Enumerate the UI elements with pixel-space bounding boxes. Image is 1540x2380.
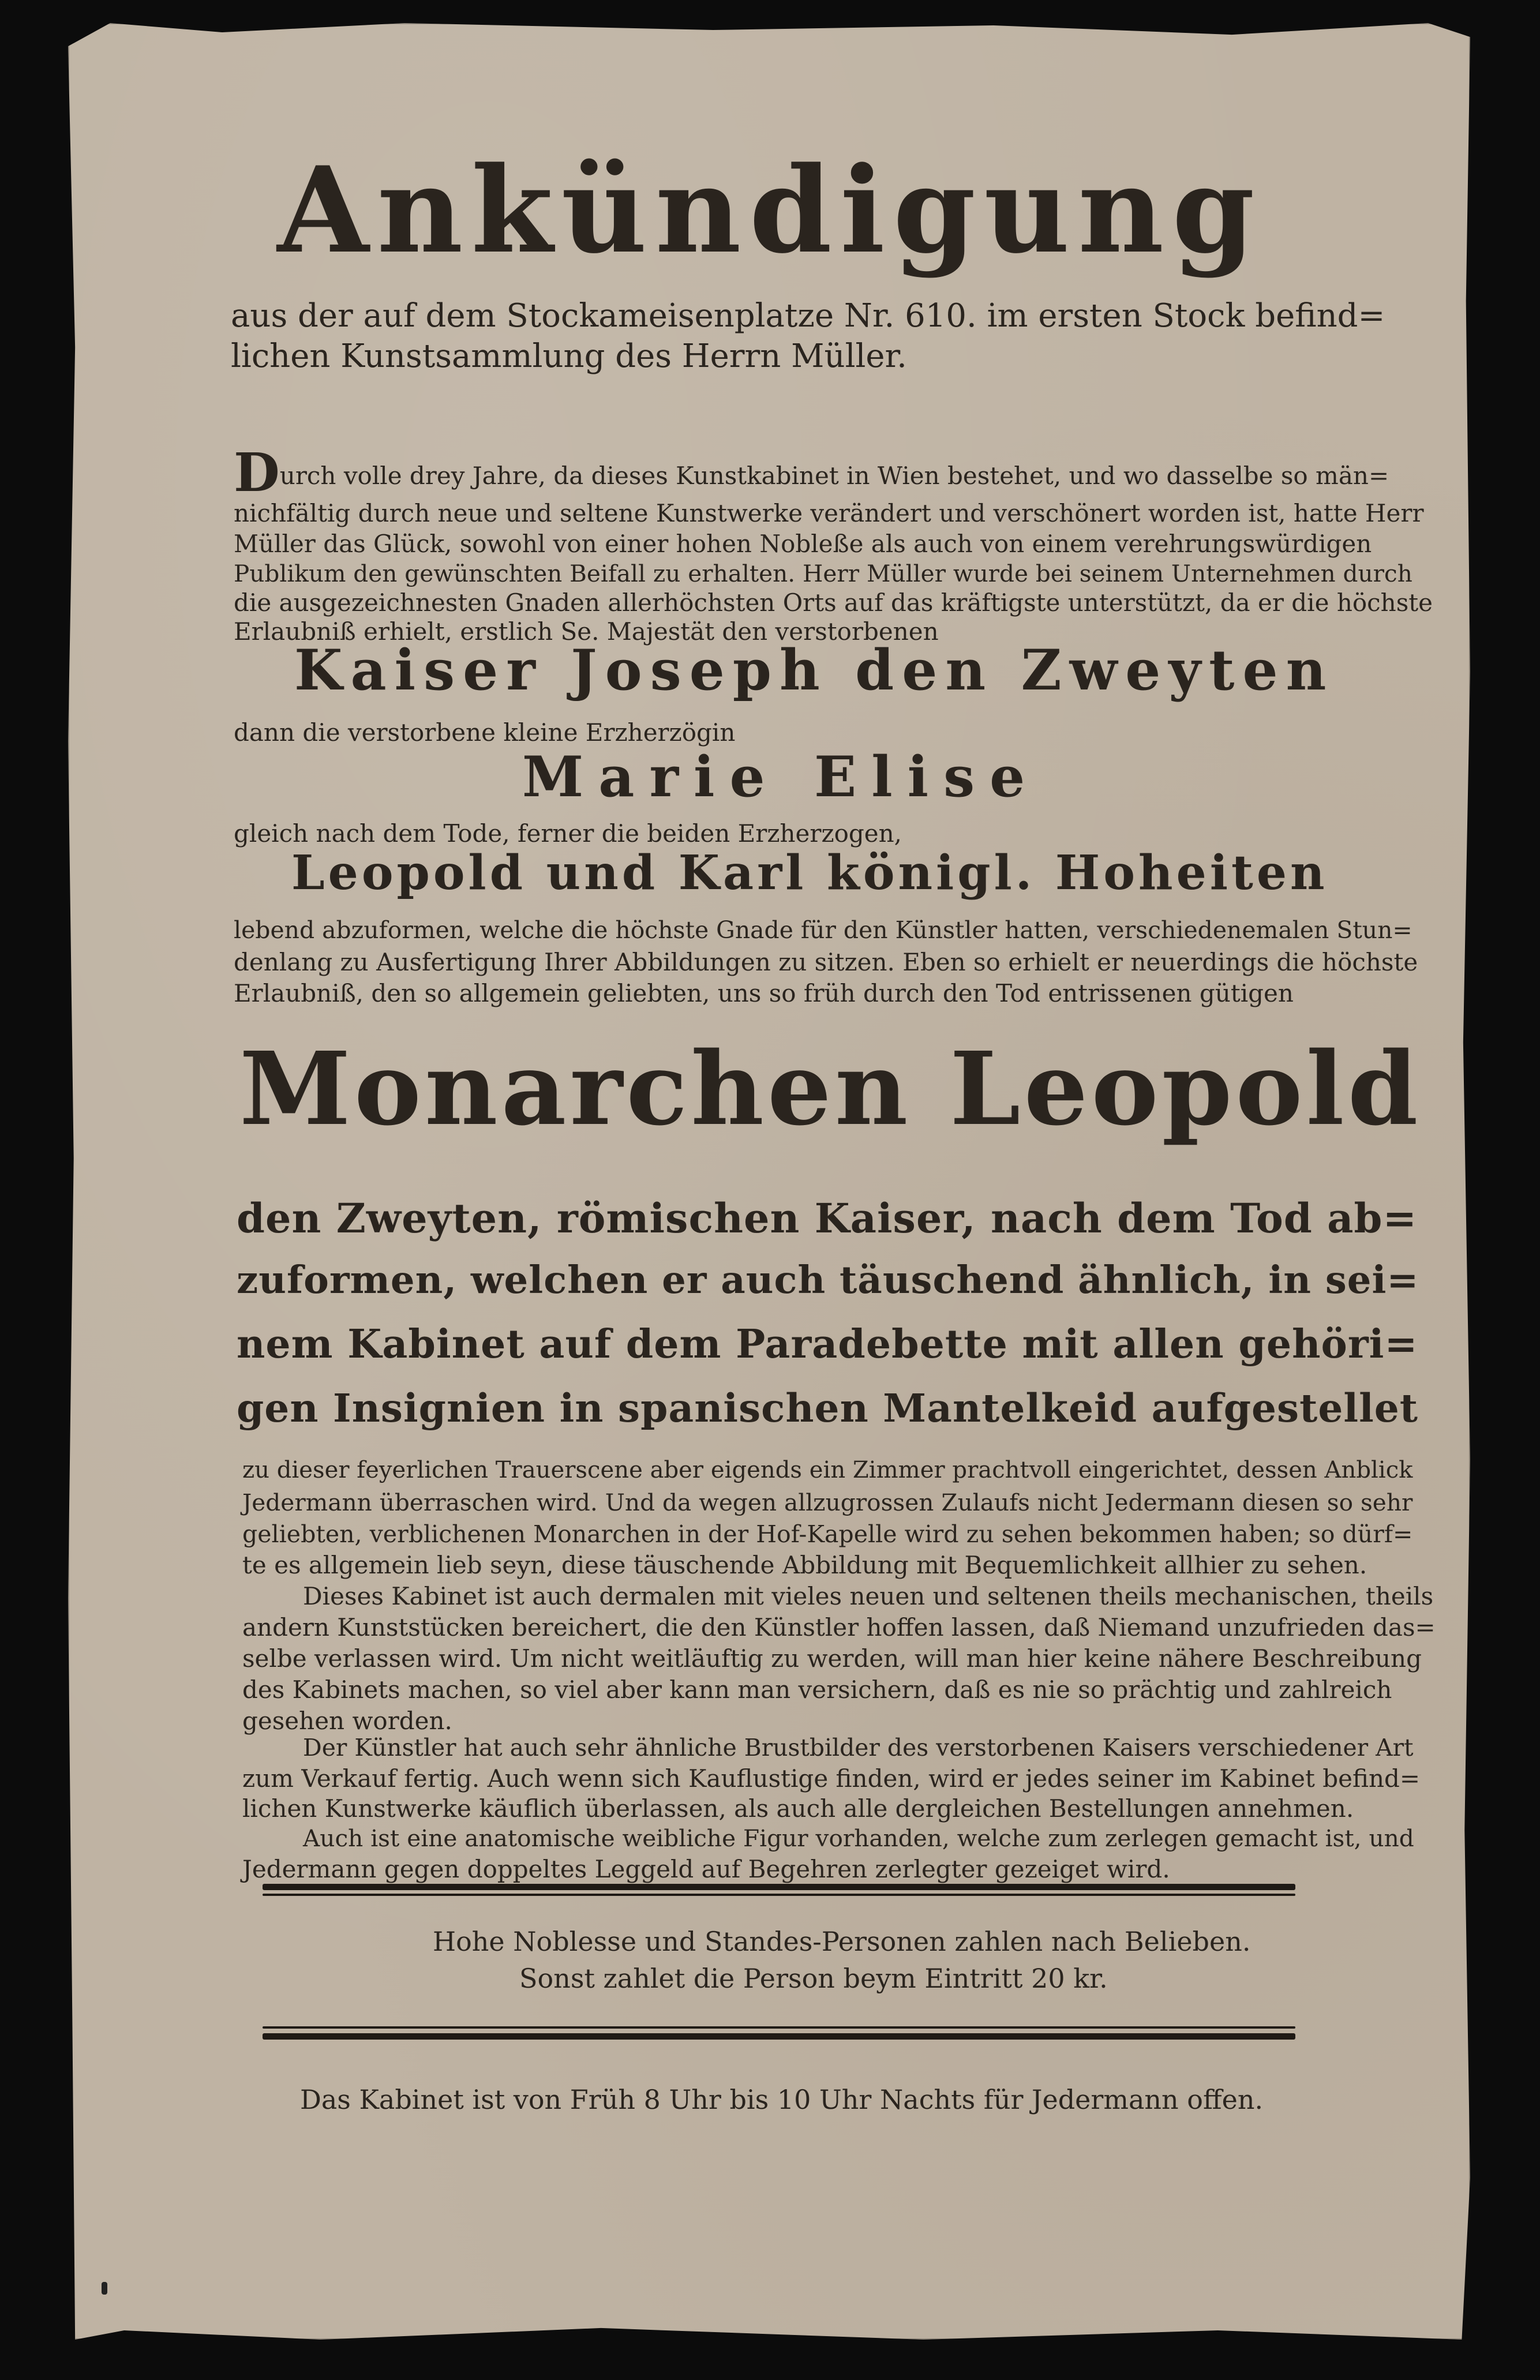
upper-rule-thin: [263, 1894, 1295, 1896]
page-title: Ankündigung: [277, 141, 1263, 280]
lower-line-11: zum Verkauf fertig. Auch wenn sich Kauflustige finden, wird er jedes seiner im Kabinet befind=: [242, 1764, 1421, 1793]
lower-line-14: Jedermann gegen doppeltes Leggeld auf Begehren zerlegter gezeiget wird.: [242, 1855, 1170, 1883]
middle-line-2: denlang zu Ausfertigung Ihrer Abbildungen zu sitzen. Eben so erhielt er neuerdings die höchste: [234, 948, 1418, 976]
lower-line-1: zu dieser feyerlichen Trauerscene aber eigends ein Zimmer prachtvoll eingerichtet, dessen Anblick: [242, 1457, 1413, 1483]
marie-elise-name: Marie Elise: [522, 744, 1040, 809]
lower-line-10: Der Künstler hat auch sehr ähnliche Brustbilder des verstorbenen Kaisers verschiedener Art: [303, 1734, 1414, 1761]
intro-line-1-text: urch volle drey Jahre, da dieses Kunstkabinet in Wien bestehet, und wo dasselbe so män=: [279, 462, 1389, 490]
price-line-2: Sonst zahlet die Person beym Eintritt 20 kr.: [519, 1963, 1108, 1994]
intro-line-2: nichfältig durch neue und seltene Kunstwerke verändert und verschönert worden ist, hatte Herr: [234, 499, 1424, 527]
upper-rule: [263, 1884, 1295, 1890]
big-line-3: nem Kabinet auf dem Paradebette mit allen gehöri=: [237, 1321, 1418, 1367]
lower-line-5: Dieses Kabinet ist auch dermalen mit vieles neuen und seltenen theils mechanischen, theils: [303, 1582, 1434, 1610]
intro-line-6: Erlaubniß erhielt, erstlich Se. Majestät den verstorbenen: [234, 617, 939, 646]
big-line-1: den Zweyten, römischen Kaiser, nach dem Tod ab=: [237, 1194, 1418, 1242]
emperor-name: Kaiser Joseph den Zweyten: [294, 638, 1335, 703]
intro-line-3: Müller das Glück, sowohl von einer hohen Nobleße als auch von einem verehrungswürdigen: [234, 530, 1372, 558]
big-line-2: zuformen, welchen er auch täuschend ähnlich, in sei=: [237, 1258, 1419, 1302]
ink-mark: [102, 2282, 107, 2295]
after-death-line: gleich nach dem Tode, ferner die beiden Erzherzogen,: [234, 819, 902, 848]
lower-line-9: gesehen worden.: [242, 1707, 452, 1735]
lower-line-12: lichen Kunstwerke käuflich überlassen, als auch alle dergleichen Bestellungen annehmen.: [242, 1794, 1354, 1823]
price-line-1: Hohe Noblesse und Standes-Personen zahlen nach Belieben.: [433, 1926, 1251, 1957]
middle-line-3: Erlaubniß, den so allgemein geliebten, uns so früh durch den Tod entrissenen gütigen: [234, 979, 1294, 1007]
lower-line-7: selbe verlassen wird. Um nicht weitläuftig zu werden, will man hier keine nähere Beschreibung: [242, 1644, 1422, 1673]
intro-line-5: die ausgezeichnesten Gnaden allerhöchsten Orts auf das kräftigste unterstützt, da er die höchste: [234, 589, 1433, 617]
lower-line-3: geliebten, verblichenen Monarchen in der Hof-Kapelle wird zu sehen bekommen haben; so dürf=: [242, 1520, 1413, 1548]
intro-line-1: [234, 441, 1389, 504]
intro-line-4: Publikum den gewünschten Beifall zu erhalten. Herr Müller wurde bei seinem Unternehmen durch: [234, 560, 1412, 587]
subtitle-line-2: lichen Kunstsammlung des Herrn Müller.: [231, 338, 907, 375]
lower-rule: [263, 2033, 1295, 2040]
drop-cap: D: [234, 441, 280, 504]
middle-line-1: lebend abzuformen, welche die höchste Gnade für den Künstler hatten, verschiedenemalen Stun=: [234, 916, 1412, 944]
lower-line-13: Auch ist eine anatomische weibliche Figur vorhanden, welche zum zerlegen gemacht ist, und: [303, 1824, 1414, 1852]
lower-line-2: Jedermann überraschen wird. Und da wegen allzugrossen Zulaufs nicht Jedermann diesen so sehr: [242, 1489, 1413, 1516]
lower-line-4: te es allgemein lieb seyn, diese täuschende Abbildung mit Bequemlichkeit allhier zu sehen.: [242, 1551, 1367, 1579]
opening-hours: Das Kabinet ist von Früh 8 Uhr bis 10 Uhr Nachts für Jedermann offen.: [300, 2084, 1264, 2115]
lower-line-6: andern Kunststücken bereichert, die den Künstler hoffen lassen, daß Niemand unzufrieden das=: [242, 1613, 1436, 1641]
leopold-karl-name: Leopold und Karl königl. Hoheiten: [291, 845, 1328, 901]
lower-rule-thin: [263, 2026, 1295, 2029]
archduchess-line: dann die verstorbene kleine Erzherzögin: [234, 718, 736, 747]
subtitle-line-1: aus der auf dem Stockameisenplatze Nr. 610. im ersten Stock befind=: [231, 297, 1385, 335]
big-line-4: gen Insignien in spanischen Mantelkeid aufgestellet: [237, 1385, 1419, 1431]
monarch-headline: Monarchen Leopold: [239, 1030, 1422, 1148]
lower-line-8: des Kabinets machen, so viel aber kann man versichern, daß es nie so prächtig und zahlreich: [242, 1676, 1392, 1704]
